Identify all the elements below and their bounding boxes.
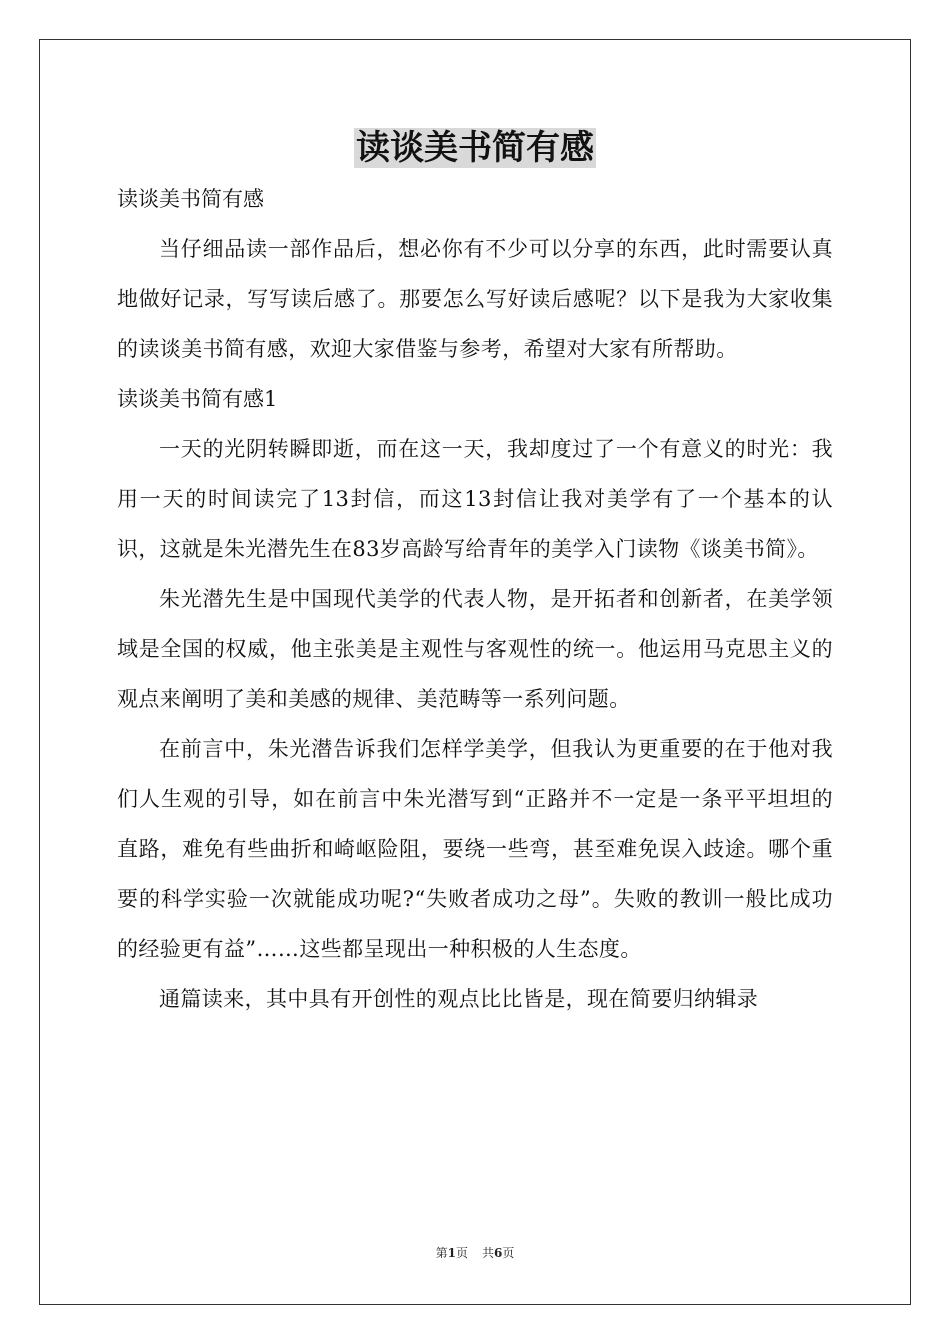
total-prefix: 共 bbox=[482, 1246, 495, 1260]
page-footer bbox=[0, 1245, 950, 1261]
body-paragraph: 一天的光阴转瞬即逝，而在这一天，我却度过了一个有意义的时光：我用一天的时间读完了13封信，而这13封信让我对美学有了一个基本的认识，这就是朱光潜先生在83岁高龄写给青年的美学入门读物《谈美书简》。 bbox=[117, 437, 833, 561]
body-paragraph: 朱光潜先生是中国现代美学的代表人物，是开拓者和创新者，在美学领域是全国的权威，他主张美是主观性与客观性的统一。他运用马克思主义的观点来阐明了美和美感的规律、美范畴等一系列问题。 bbox=[117, 587, 833, 711]
total-suffix: 页 bbox=[502, 1246, 515, 1260]
page-suffix: 页 bbox=[455, 1246, 468, 1260]
document-body bbox=[117, 174, 833, 1024]
intro-paragraph: 当仔细品读一部作品后，想必你有不少可以分享的东西，此时需要认真地做好记录，写写读后感了。那要怎么写好读后感呢？以下是我为大家收集的读谈美书简有感，欢迎大家借鉴与参考，希望对大家有所帮助。 bbox=[117, 237, 833, 361]
body-paragraph: 在前言中，朱光潜告诉我们怎样学美学，但我认为更重要的在于他对我们人生观的引导，如在前言中朱光潜写到“正路并不一定是一条平平坦坦的直路，难免有些曲折和崎岖险阻，要绕一些弯，甚至难免误入歧途。哪个重要的科学实验一次就能成功呢?“失败者成功之母”。失败的教训一般比成功的经验更有益”……这些都呈现出一种积极的人生态度。 bbox=[117, 737, 833, 961]
page-prefix: 第 bbox=[435, 1246, 448, 1260]
body-paragraph: 通篇读来，其中具有开创性的观点比比皆是，现在简要归纳辑录 bbox=[159, 987, 759, 1011]
section-heading: 读谈美书简有感1 bbox=[117, 387, 278, 411]
total-page-number: 6 bbox=[494, 1246, 503, 1260]
document-subtitle: 读谈美书简有感 bbox=[117, 187, 264, 211]
document-title-text: 读谈美书简有感 bbox=[356, 128, 594, 168]
current-page-number: 1 bbox=[447, 1246, 456, 1260]
document-title bbox=[0, 126, 950, 170]
